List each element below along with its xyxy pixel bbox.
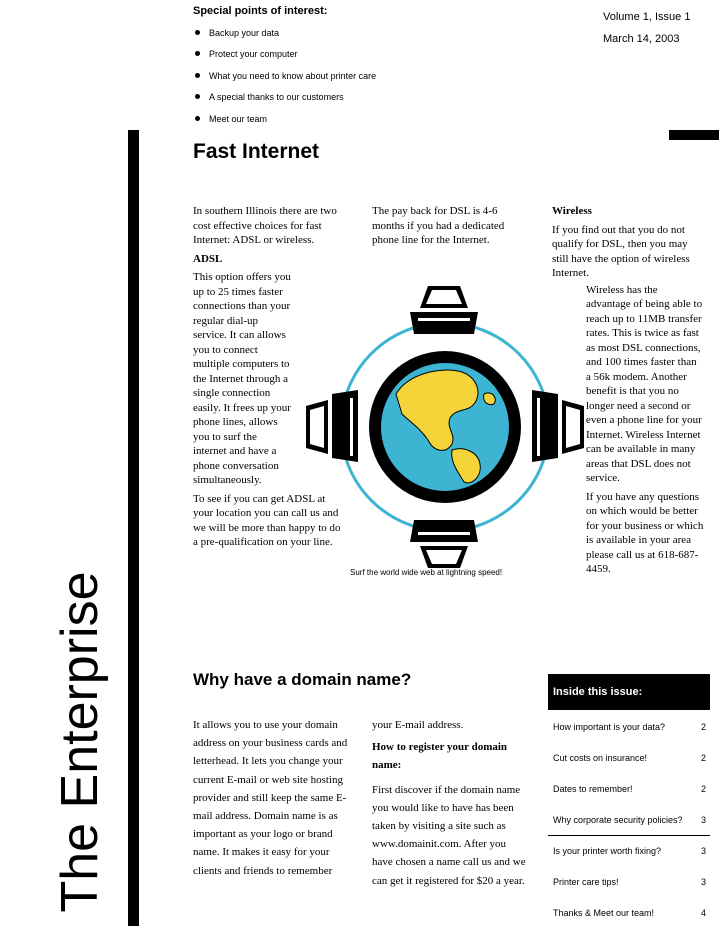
toc-item[interactable]: Thanks & Meet our team! 4 xyxy=(553,908,706,918)
bullet-icon xyxy=(195,51,200,56)
bullet-icon xyxy=(195,94,200,99)
bullet-icon xyxy=(195,30,200,35)
adsl-cta: To see if you can get ADSL at your location you can call us and we will be more than happy to do a pre-qualification on your line. xyxy=(193,492,341,548)
computer-icon xyxy=(532,390,584,462)
wireless-p2: Wireless has the advantage of being able to reach up to 11MB transfer rates. This is twice as fast as most DSL connections, and 100 times faster than a 56k modem. Another benefit is that you no longer need a second or even a phone line for your Internet. Wireless Internet can be available in many areas that DSL does not service. xyxy=(586,283,703,484)
howto-body: First discover if the domain name you would like to have has been taken by visiting a site such as www.domainit.com. After you have chosen a name call us and we can get it registered for $20 a year. xyxy=(372,783,526,887)
wireless-p3: If you have any questions on which would be better for your business or which is available in your area please call us at 618-687-4459. xyxy=(586,490,704,575)
intro-text: In southern Illinois there are two cost effective choices for fast Internet: ADSL or wireless. xyxy=(193,205,337,246)
header-rule xyxy=(669,130,719,140)
bullet-icon xyxy=(195,73,200,78)
adsl-body: This option offers you up to 25 times faster connections than your regular dial-up service. It can allows you to connect multiple computers to the Internet through a single connection easily. It frees up your phone lines, allows you to surf the internet and have a phone conversation simultaneously. xyxy=(193,271,291,486)
fast-internet-heading: Fast Internet xyxy=(193,140,320,163)
bullet-icon xyxy=(195,116,200,121)
toc-list xyxy=(548,712,710,929)
list-item: A special thanks to our customers xyxy=(193,92,376,113)
volume-label: Volume 1, Issue 1 xyxy=(603,11,691,23)
special-points-list xyxy=(193,28,376,135)
howto-heading: How to register your domain name: xyxy=(372,741,508,772)
issue-date: March 14, 2003 xyxy=(603,33,680,45)
vertical-rule xyxy=(128,130,139,926)
illustration-caption: Surf the world wide web at lightning speed! xyxy=(350,568,503,577)
adsl-heading: ADSL xyxy=(193,252,223,265)
toc-item[interactable]: How important is your data? 2 xyxy=(553,722,706,732)
masthead-title: The Enterprise xyxy=(51,571,109,913)
domain-col1: It allows you to use your domain address on your business cards and letterhead. It lets you change your current E-mail or web site hosting provider and still keep the same E-mail address. Domain name is as important as your logo or brand name. It makes it easy for your clients and friends to remember xyxy=(193,719,348,877)
domain-col2 xyxy=(372,716,527,890)
domain-col2-lead: your E-mail address. xyxy=(372,719,464,731)
computer-icon xyxy=(306,390,358,462)
issue-info xyxy=(603,6,690,50)
list-item: Meet our team xyxy=(193,114,376,135)
globe-network-illustration xyxy=(300,282,590,572)
wireless-p1: If you find out that you do not qualify for DSL, then you may still have the option of wireless Internet. xyxy=(552,223,690,279)
computer-icon xyxy=(410,286,478,334)
list-item: What you need to know about printer care xyxy=(193,71,376,92)
domain-heading: Why have a domain name? xyxy=(193,670,412,689)
toc-item[interactable]: Printer care tips! 3 xyxy=(553,877,706,887)
toc-heading: Inside this issue: xyxy=(548,674,710,710)
list-item: Backup your data xyxy=(193,28,376,49)
special-points-title: Special points of interest: xyxy=(193,5,328,17)
computer-icon xyxy=(410,520,478,568)
list-item: Protect your computer xyxy=(193,49,376,70)
toc-item[interactable]: Is your printer worth fixing? 3 xyxy=(553,846,706,856)
fast-internet-col2: The pay back for DSL is 4-6 months if you had a dedicated phone line for the Internet. xyxy=(372,205,505,246)
toc-item[interactable]: Cut costs on insurance! 2 xyxy=(553,753,706,763)
toc-item[interactable]: Dates to remember! 2 xyxy=(553,784,706,794)
wireless-heading: Wireless xyxy=(552,205,592,217)
toc-item[interactable]: Why corporate security policies? 3 xyxy=(548,805,710,836)
